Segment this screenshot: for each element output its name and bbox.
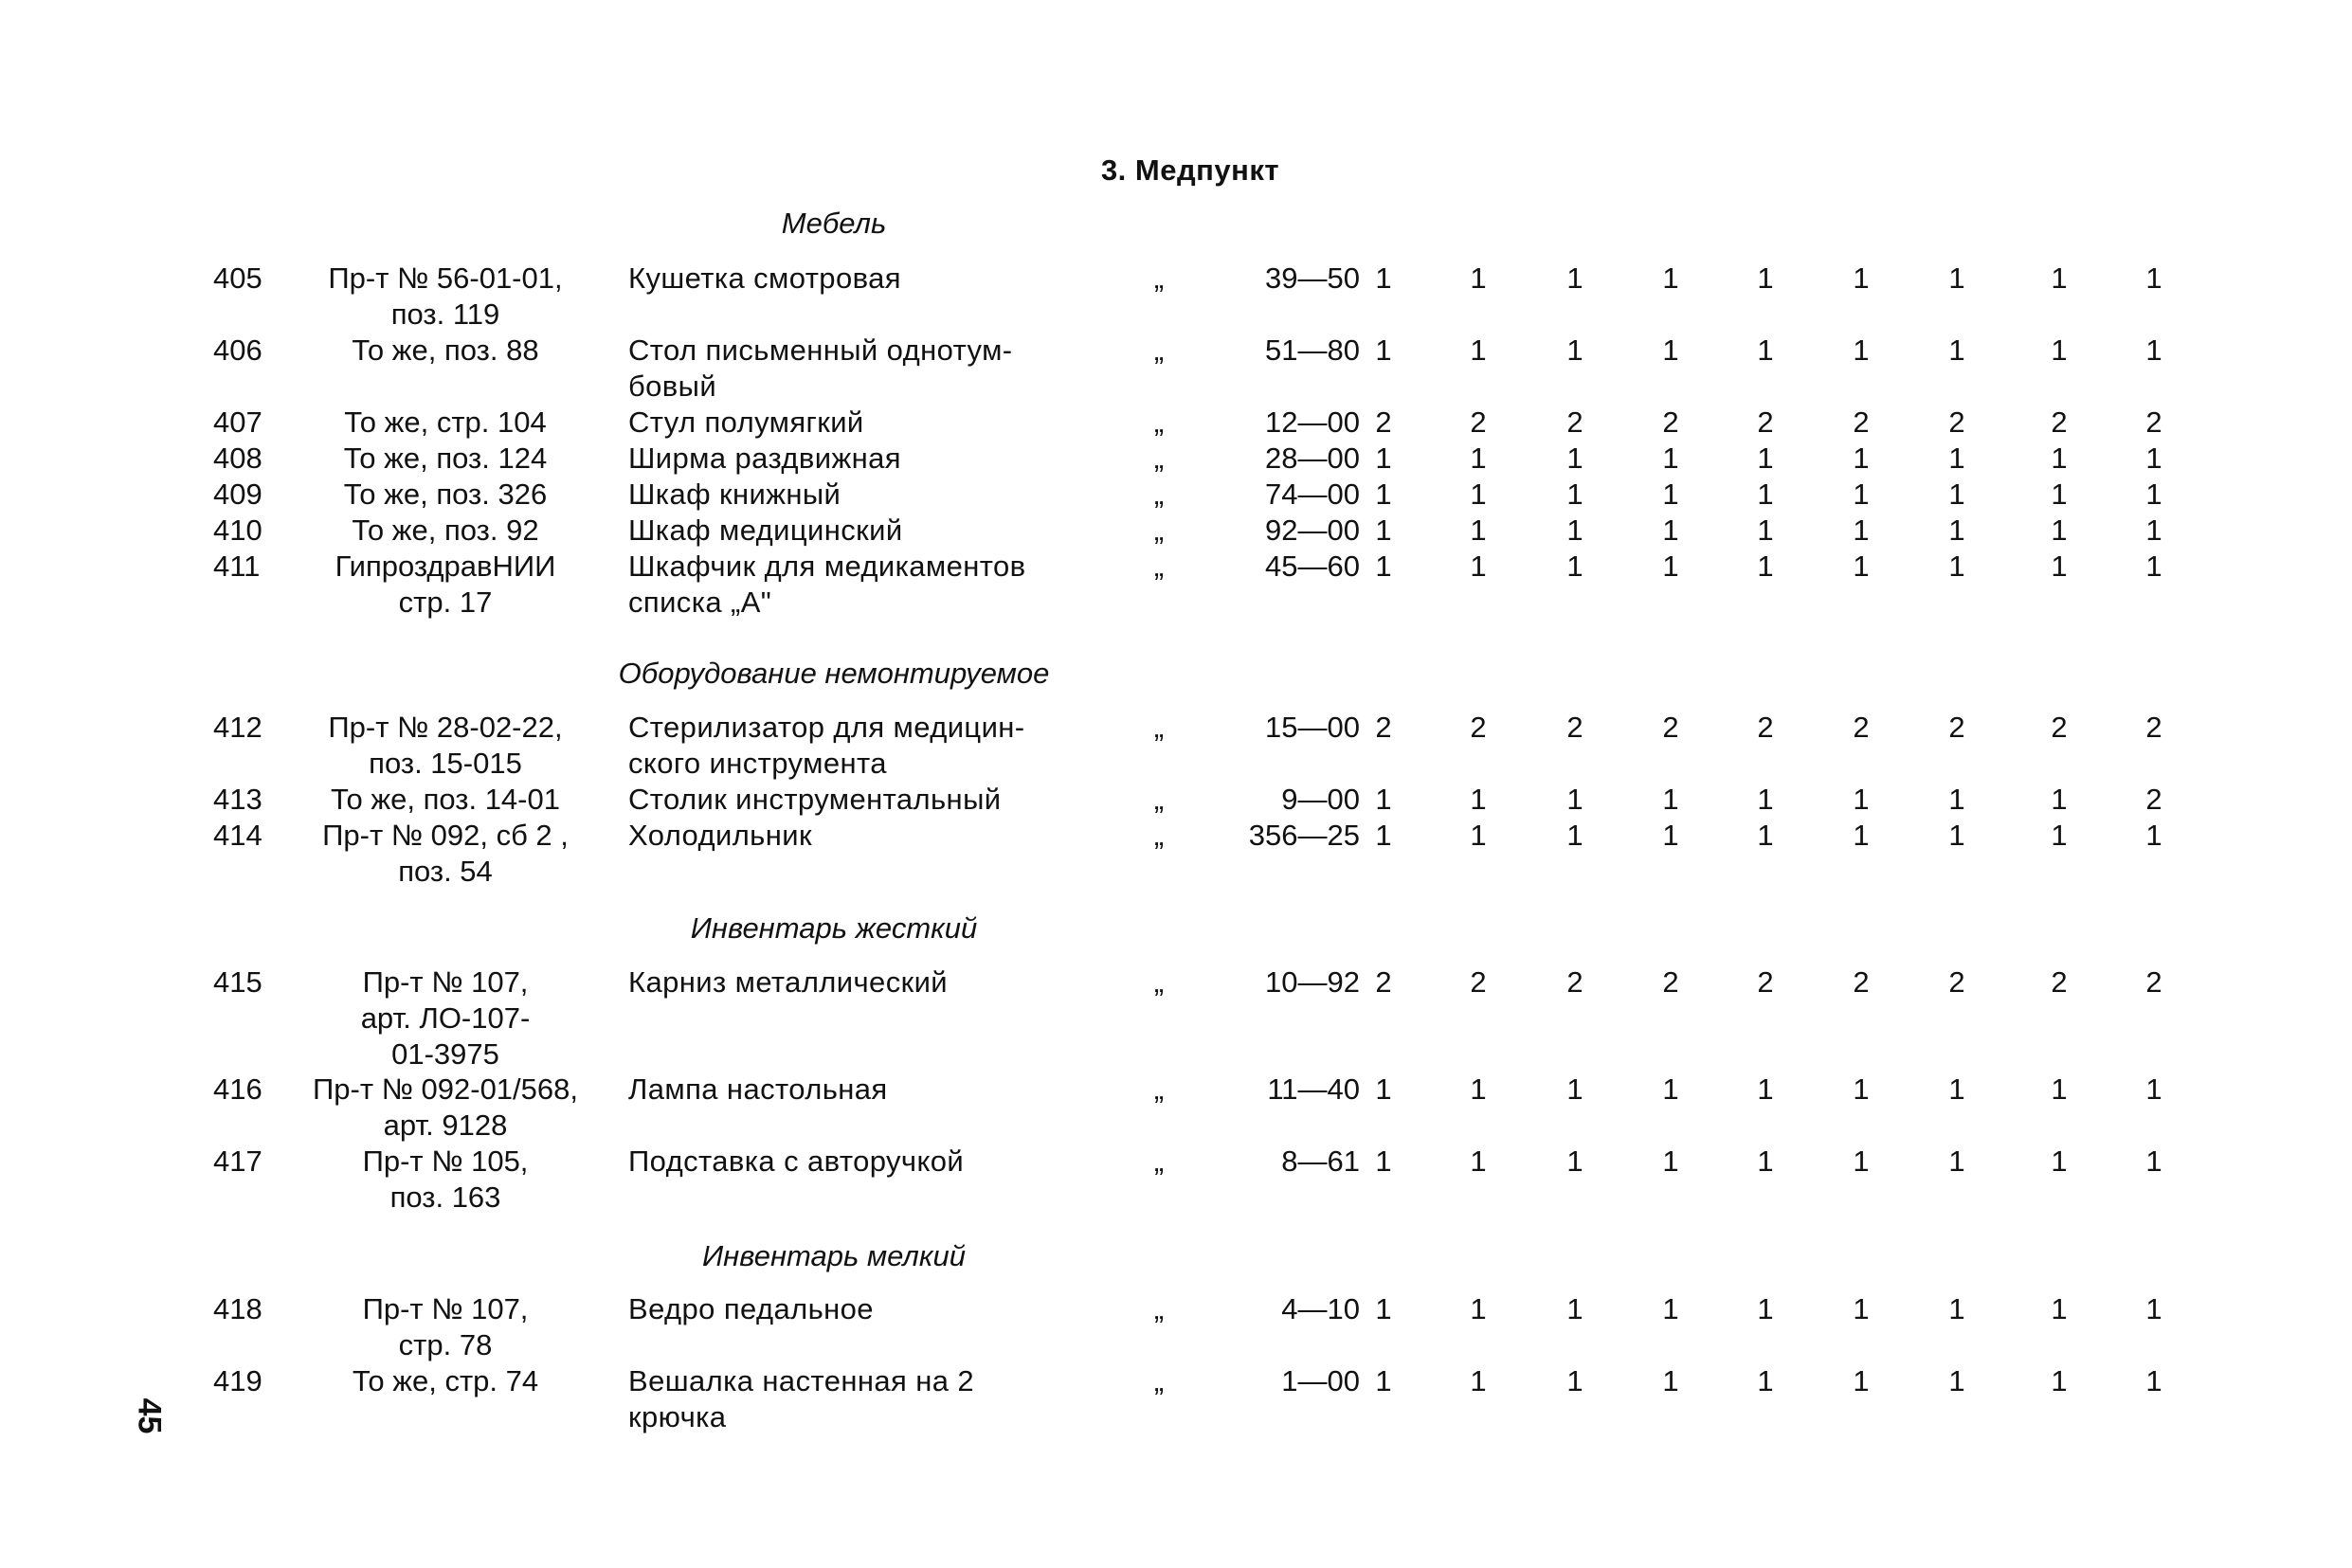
quantity-cell: 1	[2145, 1144, 2162, 1178]
item-name: Стол письменный однотум- бовый	[628, 333, 1013, 403]
quantity-cell: 1	[1566, 1144, 1583, 1178]
quantity-cell: 1	[2145, 1292, 2162, 1325]
unit-ditto: „	[1153, 711, 1165, 744]
quantity-cell: 2	[2145, 406, 2162, 439]
quantity-cell: 2	[2051, 965, 2068, 999]
row-number: 414	[213, 819, 262, 852]
item-name: Стул полумягкий	[628, 406, 864, 439]
item-price: 28—00	[1265, 442, 1360, 475]
quantity-cell: 2	[2145, 783, 2162, 816]
quantity-cell: 2	[1757, 711, 1774, 744]
quantity-cell: 1	[1757, 1292, 1774, 1325]
row-number: 405	[213, 261, 262, 295]
quantity-cell: 1	[2051, 1364, 2068, 1397]
quantity-cell: 1	[1948, 783, 1965, 816]
item-name: Лампа настольная	[628, 1072, 888, 1106]
item-price: 9—00	[1281, 783, 1360, 816]
quantity-cell: 1	[1566, 514, 1583, 547]
row-number: 410	[213, 514, 262, 547]
quantity-cell: 1	[2145, 333, 2162, 367]
quantity-cell: 1	[1470, 1144, 1487, 1178]
quantity-cell: 1	[1948, 261, 1965, 295]
quantity-cell: 1	[2145, 550, 2162, 583]
row-number: 413	[213, 783, 262, 816]
quantity-cell: 1	[1566, 478, 1583, 511]
quantity-cell: 2	[1566, 965, 1583, 999]
quantity-cell: 1	[1375, 1144, 1392, 1178]
catalog-reference: Пр-т № 092, сб 2 , поз. 54	[322, 819, 569, 888]
quantity-cell: 1	[1757, 1364, 1774, 1397]
quantity-cell: 1	[1375, 819, 1392, 852]
quantity-cell: 1	[1662, 783, 1679, 816]
quantity-cell: 1	[1375, 1292, 1392, 1325]
quantity-cell: 1	[1375, 1364, 1392, 1397]
unit-ditto: „	[1153, 1292, 1165, 1325]
quantity-cell: 2	[1948, 711, 1965, 744]
item-price: 45—60	[1265, 550, 1360, 583]
quantity-cell: 1	[1853, 550, 1870, 583]
row-number: 417	[213, 1144, 262, 1178]
unit-ditto: „	[1153, 819, 1165, 852]
unit-ditto: „	[1153, 333, 1165, 367]
quantity-cell: 1	[1948, 1364, 1965, 1397]
catalog-reference: Пр-т № 092-01/568, арт. 9128	[313, 1072, 578, 1142]
quantity-cell: 1	[1853, 1144, 1870, 1178]
row-number: 416	[213, 1072, 262, 1106]
item-name: Ширма раздвижная	[628, 442, 901, 475]
quantity-cell: 1	[1470, 333, 1487, 367]
item-price: 12—00	[1265, 406, 1360, 439]
catalog-reference: То же, поз. 326	[343, 478, 548, 511]
quantity-cell: 1	[1566, 333, 1583, 367]
table-row	[0, 261, 2352, 333]
quantity-cell: 2	[1470, 965, 1487, 999]
catalog-reference: То же, поз. 92	[352, 514, 539, 547]
unit-ditto: „	[1153, 442, 1165, 475]
quantity-cell: 1	[1470, 442, 1487, 475]
table-row	[0, 818, 2352, 890]
unit-ditto: „	[1153, 965, 1165, 999]
table-row	[0, 333, 2352, 405]
catalog-reference: То же, стр. 74	[352, 1364, 539, 1397]
quantity-cell: 1	[1662, 1072, 1679, 1106]
unit-ditto: „	[1153, 514, 1165, 547]
item-price: 39—50	[1265, 261, 1360, 295]
quantity-cell: 1	[1948, 514, 1965, 547]
item-price: 10—92	[1265, 965, 1360, 999]
unit-ditto: „	[1153, 783, 1165, 816]
quantity-cell: 2	[1948, 406, 1965, 439]
item-price: 8—61	[1281, 1144, 1360, 1178]
quantity-cell: 1	[1853, 442, 1870, 475]
table-row	[0, 710, 2352, 782]
catalog-reference: То же, поз. 124	[343, 442, 548, 475]
unit-ditto: „	[1153, 261, 1165, 295]
subsection-title-mebel: Мебель	[781, 207, 887, 240]
quantity-cell: 1	[1375, 478, 1392, 511]
row-number: 415	[213, 965, 262, 999]
quantity-cell: 2	[1375, 406, 1392, 439]
item-price: 92—00	[1265, 514, 1360, 547]
row-number: 419	[213, 1364, 262, 1397]
quantity-cell: 1	[1662, 1144, 1679, 1178]
subsection-title-zhest: Инвентарь жесткий	[690, 911, 978, 945]
quantity-cell: 1	[1375, 261, 1392, 295]
quantity-cell: 1	[2145, 1072, 2162, 1106]
quantity-cell: 2	[1757, 965, 1774, 999]
unit-ditto: „	[1153, 550, 1165, 583]
quantity-cell: 2	[1470, 711, 1487, 744]
quantity-cell: 1	[2051, 1072, 2068, 1106]
quantity-cell: 1	[1757, 1144, 1774, 1178]
catalog-reference: То же, поз. 88	[352, 333, 539, 367]
quantity-cell: 1	[1948, 550, 1965, 583]
quantity-cell: 1	[1853, 1364, 1870, 1397]
quantity-cell: 1	[1757, 261, 1774, 295]
item-name: Подставка с авторучкой	[628, 1144, 965, 1178]
quantity-cell: 2	[1662, 711, 1679, 744]
quantity-cell: 1	[1757, 1072, 1774, 1106]
item-name: Ведро педальное	[628, 1292, 874, 1325]
quantity-cell: 1	[1662, 261, 1679, 295]
quantity-cell: 1	[2051, 1292, 2068, 1325]
quantity-cell: 1	[1757, 550, 1774, 583]
quantity-cell: 2	[2145, 711, 2162, 744]
quantity-cell: 1	[1757, 442, 1774, 475]
item-name: Столик инструментальный	[628, 783, 1002, 816]
subsection-title-oborud: Оборудование немонтируемое	[618, 657, 1050, 690]
quantity-cell: 1	[1566, 1072, 1583, 1106]
item-price: 51—80	[1265, 333, 1360, 367]
quantity-cell: 1	[2051, 514, 2068, 547]
item-name: Карниз металлический	[628, 965, 948, 999]
quantity-cell: 1	[1375, 333, 1392, 367]
quantity-cell: 1	[1757, 783, 1774, 816]
quantity-cell: 2	[1757, 406, 1774, 439]
quantity-cell: 2	[1375, 711, 1392, 744]
quantity-cell: 1	[2145, 261, 2162, 295]
catalog-reference: Пр-т № 105, поз. 163	[362, 1144, 529, 1214]
item-price: 356—25	[1248, 819, 1360, 852]
catalog-reference: Пр-т № 28-02-22, поз. 15-015	[328, 711, 563, 780]
quantity-cell: 1	[1662, 333, 1679, 367]
quantity-cell: 1	[1948, 819, 1965, 852]
quantity-cell: 1	[1470, 261, 1487, 295]
row-number: 408	[213, 442, 262, 475]
quantity-cell: 1	[1948, 1072, 1965, 1106]
quantity-cell: 2	[2051, 406, 2068, 439]
quantity-cell: 2	[2051, 711, 2068, 744]
quantity-cell: 1	[2145, 514, 2162, 547]
item-name: Кушетка смотровая	[628, 261, 901, 295]
catalog-reference: То же, поз. 14-01	[331, 783, 560, 816]
section-title: 3. Медпункт	[1100, 153, 1280, 187]
unit-ditto: „	[1153, 1144, 1165, 1178]
quantity-cell: 1	[1566, 261, 1583, 295]
catalog-reference: ГипроздравНИИ стр. 17	[335, 550, 556, 619]
quantity-cell: 1	[1662, 819, 1679, 852]
quantity-cell: 1	[2051, 550, 2068, 583]
row-number: 406	[213, 333, 262, 367]
item-name: Стерилизатор для медицин- ского инструмента	[628, 711, 1025, 780]
row-number: 418	[213, 1292, 262, 1325]
table-row	[0, 964, 2352, 1071]
quantity-cell: 1	[1375, 783, 1392, 816]
row-number: 411	[213, 550, 261, 583]
row-number: 407	[213, 406, 262, 439]
unit-ditto: „	[1153, 1072, 1165, 1106]
quantity-cell: 2	[1470, 406, 1487, 439]
quantity-cell: 1	[1853, 261, 1870, 295]
quantity-cell: 1	[2051, 783, 2068, 816]
quantity-cell: 2	[2145, 965, 2162, 999]
subsection-title-melk: Инвентарь мелкий	[702, 1239, 966, 1272]
quantity-cell: 1	[1662, 550, 1679, 583]
quantity-cell: 1	[1853, 514, 1870, 547]
quantity-cell: 1	[2145, 819, 2162, 852]
quantity-cell: 1	[1566, 550, 1583, 583]
quantity-cell: 1	[2051, 442, 2068, 475]
unit-ditto: „	[1153, 478, 1165, 511]
quantity-cell: 1	[1948, 1144, 1965, 1178]
quantity-cell: 1	[1853, 1072, 1870, 1106]
item-price: 11—40	[1267, 1072, 1360, 1106]
quantity-cell: 1	[1948, 478, 1965, 511]
quantity-cell: 1	[1470, 819, 1487, 852]
quantity-cell: 1	[1566, 783, 1583, 816]
quantity-cell: 1	[1948, 442, 1965, 475]
quantity-cell: 1	[2145, 478, 2162, 511]
table-row	[0, 549, 2352, 621]
quantity-cell: 2	[1853, 711, 1870, 744]
quantity-cell: 2	[1853, 965, 1870, 999]
quantity-cell: 1	[1853, 819, 1870, 852]
catalog-reference: То же, стр. 104	[344, 406, 547, 439]
quantity-cell: 1	[1470, 783, 1487, 816]
item-name: Холодильник	[628, 819, 812, 852]
table-row	[0, 1144, 2352, 1216]
quantity-cell: 1	[1757, 478, 1774, 511]
quantity-cell: 2	[1948, 965, 1965, 999]
quantity-cell: 1	[1470, 1292, 1487, 1325]
quantity-cell: 1	[1757, 333, 1774, 367]
quantity-cell: 1	[2051, 333, 2068, 367]
quantity-cell: 2	[1662, 965, 1679, 999]
quantity-cell: 1	[1662, 514, 1679, 547]
quantity-cell: 1	[1853, 333, 1870, 367]
quantity-cell: 1	[1566, 819, 1583, 852]
row-number: 412	[213, 711, 262, 744]
quantity-cell: 1	[1566, 442, 1583, 475]
quantity-cell: 1	[1662, 1364, 1679, 1397]
quantity-cell: 1	[1375, 442, 1392, 475]
quantity-cell: 1	[1757, 514, 1774, 547]
quantity-cell: 1	[2145, 1364, 2162, 1397]
item-price: 74—00	[1265, 478, 1360, 511]
quantity-cell: 1	[1853, 1292, 1870, 1325]
quantity-cell: 1	[1853, 783, 1870, 816]
quantity-cell: 1	[1948, 1292, 1965, 1325]
page-number: 45	[131, 1397, 168, 1434]
quantity-cell: 2	[1375, 965, 1392, 999]
quantity-cell: 1	[1375, 514, 1392, 547]
item-name: Шкаф медицинский	[628, 514, 903, 547]
catalog-reference: Пр-т № 107, арт. ЛО-107- 01-3975	[360, 965, 531, 1071]
item-price: 15—00	[1265, 711, 1360, 744]
quantity-cell: 1	[1662, 442, 1679, 475]
quantity-cell: 1	[1948, 333, 1965, 367]
quantity-cell: 1	[1470, 1364, 1487, 1397]
table-row	[0, 1363, 2352, 1435]
item-price: 4—10	[1281, 1292, 1360, 1325]
unit-ditto: „	[1153, 1364, 1165, 1397]
quantity-cell: 1	[1470, 550, 1487, 583]
unit-ditto: „	[1153, 406, 1165, 439]
table-row	[0, 1291, 2352, 1363]
quantity-cell: 1	[1662, 478, 1679, 511]
quantity-cell: 1	[2051, 819, 2068, 852]
quantity-cell: 1	[1470, 478, 1487, 511]
quantity-cell: 1	[1470, 514, 1487, 547]
quantity-cell: 1	[1470, 1072, 1487, 1106]
quantity-cell: 1	[1566, 1292, 1583, 1325]
row-number: 409	[213, 478, 262, 511]
catalog-reference: Пр-т № 56-01-01, поз. 119	[328, 261, 563, 331]
item-name: Вешалка настенная на 2 крючка	[628, 1364, 975, 1433]
quantity-cell: 1	[1662, 1292, 1679, 1325]
item-price: 1—00	[1281, 1364, 1360, 1397]
item-name: Шкаф книжный	[628, 478, 841, 511]
quantity-cell: 1	[2145, 442, 2162, 475]
quantity-cell: 1	[1566, 1364, 1583, 1397]
quantity-cell: 2	[1566, 406, 1583, 439]
table-row	[0, 1072, 2352, 1144]
quantity-cell: 1	[1757, 819, 1774, 852]
catalog-reference: Пр-т № 107, стр. 78	[362, 1292, 529, 1361]
quantity-cell: 1	[2051, 478, 2068, 511]
quantity-cell: 1	[1375, 1072, 1392, 1106]
quantity-cell: 2	[1853, 406, 1870, 439]
quantity-cell: 1	[1375, 550, 1392, 583]
item-name: Шкафчик для медикаментов списка „А"	[628, 550, 1026, 619]
quantity-cell: 2	[1662, 406, 1679, 439]
quantity-cell: 1	[2051, 261, 2068, 295]
quantity-cell: 1	[1853, 478, 1870, 511]
quantity-cell: 2	[1566, 711, 1583, 744]
quantity-cell: 1	[2051, 1144, 2068, 1178]
